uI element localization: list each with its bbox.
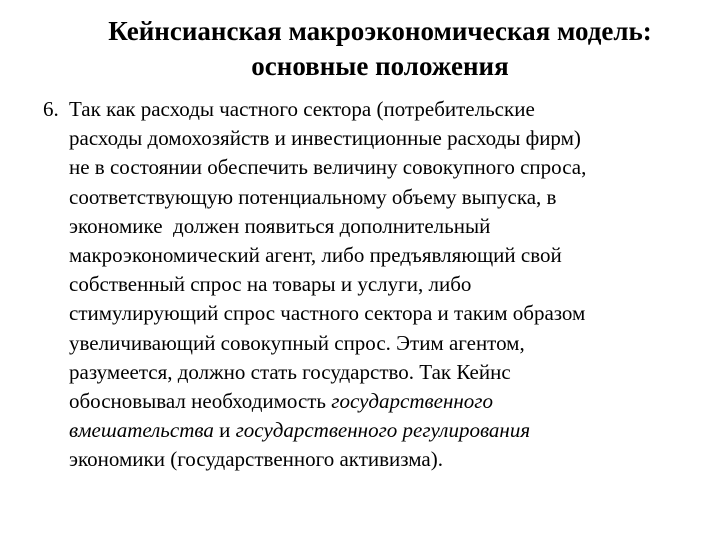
title-line-1: Кейнсианская макроэкономическая модель: bbox=[108, 16, 652, 46]
text-line-7: собственный спрос на товары и услуги, либо bbox=[69, 272, 472, 297]
text-line-10: разумеется, должно стать государство. Так Кейнс bbox=[69, 359, 511, 384]
text-line-ending: экономики (государственного активизма). bbox=[69, 447, 443, 472]
text-line-3: не в состоянии обеспечить величину совокупного спроса, bbox=[69, 155, 587, 180]
slide-body bbox=[43, 95, 703, 475]
italic-term-intervention: вмешательства bbox=[69, 418, 214, 443]
slide-title bbox=[40, 14, 720, 84]
text-line-9: увеличивающий совокупный спрос. Этим агентом, bbox=[69, 330, 525, 355]
text-line-5: экономике должен появиться дополнительный bbox=[69, 213, 491, 238]
italic-term-state-1: государственного bbox=[331, 389, 493, 414]
connector-text: и bbox=[213, 418, 236, 443]
text-line-8: стимулирующий спрос частного сектора и таким образом bbox=[69, 301, 586, 326]
paragraph-number: 6. bbox=[43, 97, 59, 121]
text-line-11: обосновывал необходимость bbox=[69, 389, 332, 414]
text-line-4: соответствующую потенциальному объему выпуска, в bbox=[69, 184, 557, 209]
text-line-2: расходы домохозяйств и инвестиционные расходы фирм) bbox=[69, 126, 581, 151]
title-line-2: основные положения bbox=[251, 51, 509, 81]
italic-term-regulation: государственного регулирования bbox=[235, 418, 531, 443]
text-line-6: макроэкономический агент, либо предъявляющий свой bbox=[69, 243, 562, 268]
paragraph-6 bbox=[43, 95, 703, 475]
text-line-1: Так как расходы частного сектора (потребительские bbox=[69, 97, 535, 121]
